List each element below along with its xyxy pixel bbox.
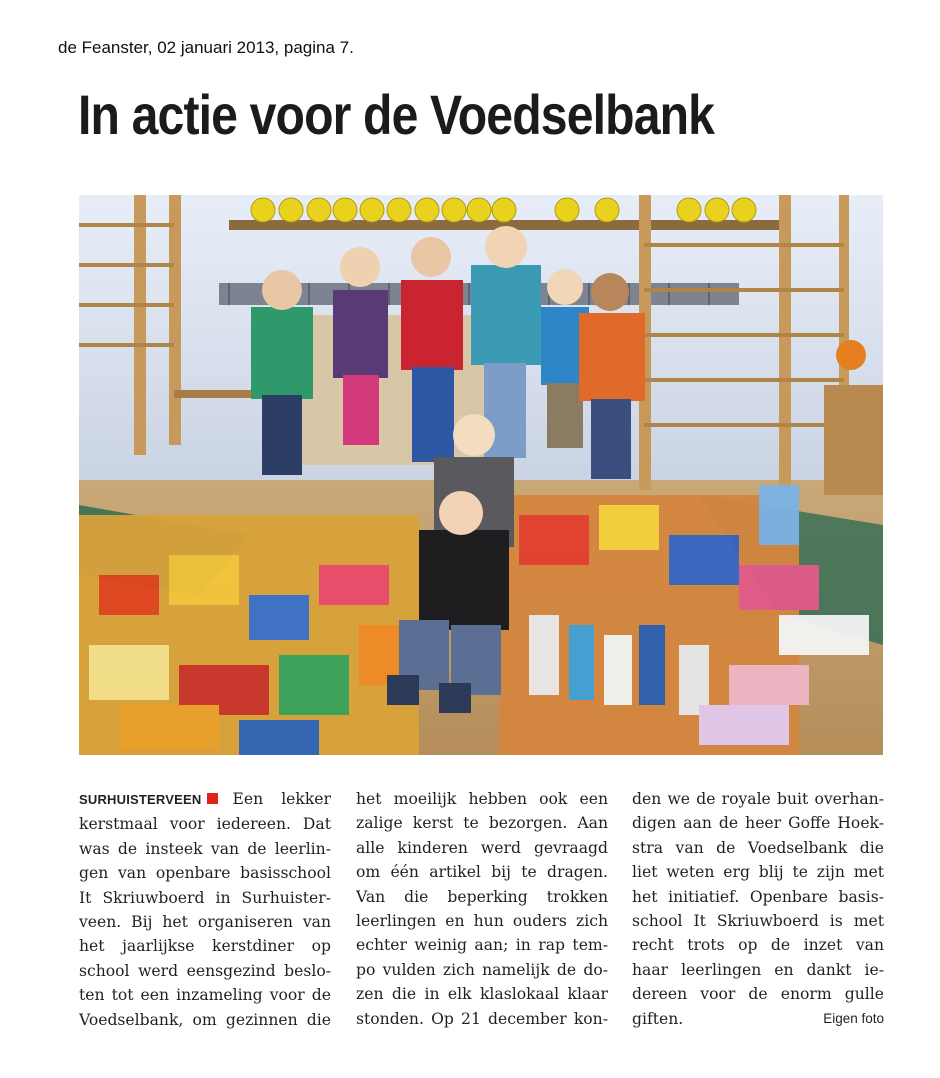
article-line: leerlingen en hun ouders zich (356, 912, 608, 931)
article-line: ten tot een inzameling voor de (79, 986, 331, 1005)
article-line: digen aan de heer Goffe Hoek- (632, 814, 884, 833)
article-photo (79, 195, 883, 755)
article-line: om één artikel bij te dragen. (356, 863, 608, 882)
photo-children-food-donations (79, 195, 883, 755)
article-line: It Skriuwboerd in Surhuister- (79, 888, 331, 907)
article-line: zalige kerst te bezorgen. Aan (356, 814, 608, 833)
article-line: echter weinig aan; in rap tem- (356, 936, 608, 955)
article-line: stra van de Voedselbank die (632, 838, 884, 857)
article-line: zen die in elk klaslokaal klaar (356, 985, 608, 1004)
article-line: het moeilijk hebben ook een (356, 790, 608, 808)
article-line: was de insteek van de leerlin- (79, 839, 331, 858)
article-column-3 (632, 787, 884, 1031)
article-line: het jaarlijkse kerstdiner op (79, 937, 331, 956)
article-line: po vulden zich namelijk de do- (356, 960, 608, 979)
article-line: Voedselbank, om gezinnen die (79, 1010, 331, 1029)
article-line: alle kinderen werd gevraagd (356, 838, 608, 857)
article-line (79, 787, 331, 812)
article-body (79, 787, 885, 1027)
article-line: giften. (632, 1009, 684, 1028)
article-line-text: Een lekker (232, 790, 331, 808)
article-line: Van die beperking trokken (356, 887, 608, 906)
article-column-2 (356, 787, 608, 1031)
article-line: veen. Bij het organiseren van (79, 913, 331, 932)
red-square-marker-icon (207, 793, 218, 804)
article-line: recht trots op de inzet van (632, 936, 884, 955)
article-line: het initiatief. Openbare basis- (632, 887, 884, 906)
article-line: haar leerlingen en dankt ie- (632, 960, 884, 979)
article-line: stonden. Op 21 december kon- (356, 1009, 608, 1028)
article-line: dereen voor de enorm gulle (632, 985, 884, 1004)
photo-credit: Eigen foto (823, 1010, 884, 1026)
source-line: de Feanster, 02 januari 2013, pagina 7. (58, 38, 354, 57)
article-line: den we de royale buit overhan- (632, 790, 884, 808)
article-line: kerstmaal voor iedereen. Dat (79, 815, 331, 834)
article-line: liet weten erg blij te zijn met (632, 863, 884, 882)
article-column-1 (79, 787, 331, 1032)
dateline: SURHUISTERVEEN (79, 792, 202, 807)
headline: In actie voor de Voedselbank (78, 83, 715, 146)
article-line: school It Skriuwboerd is met (632, 912, 884, 931)
article-line: school werd eensgezind beslo- (79, 961, 331, 980)
article-line: gen van openbare basisschool (79, 864, 331, 883)
